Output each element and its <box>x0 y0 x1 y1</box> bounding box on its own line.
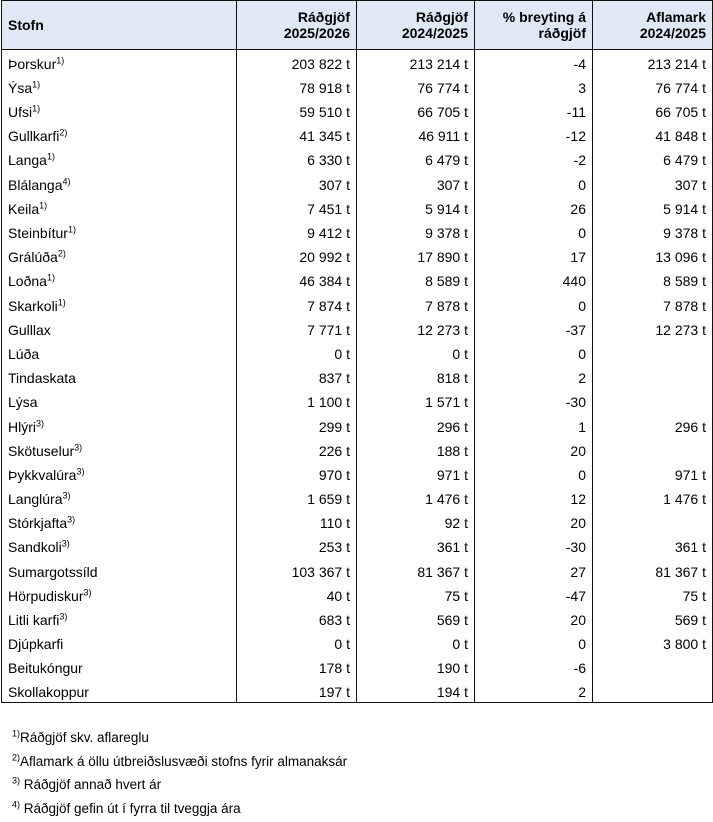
stock-name-cell <box>2 437 237 461</box>
pct-change-cell: -12 <box>475 122 593 146</box>
aflamark-cell: 41 848 t <box>593 122 713 146</box>
stock-name: Blálanga <box>8 177 63 193</box>
aflamark-cell <box>593 509 713 533</box>
stock-name: Sumargotssíld <box>8 564 97 580</box>
stock-name: Keila <box>8 201 39 217</box>
advice-2024-2025-cell: 81 367 t <box>357 557 475 581</box>
advice-2024-2025-cell: 361 t <box>357 533 475 557</box>
pct-change-cell: -6 <box>475 654 593 678</box>
advice-2024-2025-cell: 0 t <box>357 340 475 364</box>
header-radgjof-2025-2026: Ráðgjöf 2025/2026 <box>237 1 357 50</box>
advice-2024-2025-cell: 188 t <box>357 437 475 461</box>
footnote-marker: 3) <box>74 442 82 452</box>
stock-name-cell <box>2 340 237 364</box>
table-row <box>2 146 713 170</box>
pct-change-cell: 0 <box>475 170 593 194</box>
aflamark-cell <box>593 388 713 412</box>
table-row <box>2 340 713 364</box>
stock-name-cell <box>2 219 237 243</box>
stock-name-cell <box>2 485 237 509</box>
table-row <box>2 630 713 654</box>
table-row <box>2 509 713 533</box>
footnote <box>12 775 347 799</box>
stock-name-cell <box>2 654 237 678</box>
footnote <box>12 799 347 822</box>
aflamark-cell: 13 096 t <box>593 243 713 267</box>
aflamark-cell: 81 367 t <box>593 557 713 581</box>
advice-2025-2026-cell: 7 874 t <box>237 291 357 315</box>
header-pct-change: % breyting á ráðgjöf <box>475 1 593 50</box>
pct-change-cell: 440 <box>475 267 593 291</box>
advice-2024-2025-cell: 46 911 t <box>357 122 475 146</box>
stock-name: Þorskur <box>8 56 56 72</box>
footnote-marker: 3) <box>67 515 75 525</box>
footnote-marker: 1) <box>58 297 66 307</box>
advice-2025-2026-cell: 683 t <box>237 606 357 630</box>
advice-2024-2025-cell: 75 t <box>357 582 475 606</box>
stock-name-cell <box>2 170 237 194</box>
stock-name: Langa <box>8 152 47 168</box>
stock-name-cell <box>2 533 237 557</box>
table-row <box>2 606 713 630</box>
stock-name-cell <box>2 50 237 74</box>
pct-change-cell: -11 <box>475 98 593 122</box>
advice-2024-2025-cell: 0 t <box>357 630 475 654</box>
pct-change-cell: 2 <box>475 678 593 702</box>
pct-change-cell: 27 <box>475 557 593 581</box>
stock-name: Djúpkarfi <box>8 636 63 652</box>
aflamark-cell <box>593 340 713 364</box>
aflamark-cell: 569 t <box>593 606 713 630</box>
advice-2024-2025-cell: 818 t <box>357 364 475 388</box>
stock-name-cell <box>2 243 237 267</box>
advice-2024-2025-cell: 213 214 t <box>357 50 475 74</box>
aflamark-cell: 76 774 t <box>593 74 713 98</box>
advice-2024-2025-cell: 296 t <box>357 412 475 436</box>
advice-2025-2026-cell: 20 992 t <box>237 243 357 267</box>
advice-2025-2026-cell: 0 t <box>237 340 357 364</box>
aflamark-cell: 971 t <box>593 461 713 485</box>
aflamark-cell: 1 476 t <box>593 485 713 509</box>
stock-name-cell <box>2 195 237 219</box>
footnote-mark: 3) <box>12 776 20 786</box>
advice-2025-2026-cell: 59 510 t <box>237 98 357 122</box>
aflamark-cell: 75 t <box>593 582 713 606</box>
advice-2024-2025-cell: 7 878 t <box>357 291 475 315</box>
aflamark-cell: 307 t <box>593 170 713 194</box>
stock-name-cell <box>2 267 237 291</box>
advice-2025-2026-cell: 7 771 t <box>237 316 357 340</box>
stock-name: Stórkjafta <box>8 515 67 531</box>
advice-2025-2026-cell: 7 451 t <box>237 195 357 219</box>
stock-name: Tindaskata <box>8 370 76 386</box>
stock-name: Beitukóngur <box>8 660 83 676</box>
table-body <box>2 50 713 703</box>
footnote-marker: 3) <box>36 418 44 428</box>
advice-2025-2026-cell: 41 345 t <box>237 122 357 146</box>
footnote-marker: 1) <box>32 103 40 113</box>
footnote-text: Ráðgjöf gefin út í fyrra til tveggja ára <box>20 801 241 816</box>
advice-2025-2026-cell: 970 t <box>237 461 357 485</box>
stock-name-cell <box>2 630 237 654</box>
stock-name-cell <box>2 461 237 485</box>
table-row <box>2 412 713 436</box>
aflamark-cell: 8 589 t <box>593 267 713 291</box>
pct-change-cell: -47 <box>475 582 593 606</box>
advice-2024-2025-cell: 76 774 t <box>357 74 475 98</box>
advice-2025-2026-cell: 103 367 t <box>237 557 357 581</box>
advice-2024-2025-cell: 194 t <box>357 678 475 702</box>
footnote-marker: 1) <box>56 55 64 65</box>
aflamark-cell <box>593 654 713 678</box>
aflamark-cell: 361 t <box>593 533 713 557</box>
aflamark-cell: 66 705 t <box>593 98 713 122</box>
advice-2024-2025-cell: 17 890 t <box>357 243 475 267</box>
advice-2025-2026-cell: 78 918 t <box>237 74 357 98</box>
footnote-mark: 4) <box>12 799 20 809</box>
advice-2025-2026-cell: 203 822 t <box>237 50 357 74</box>
pct-change-cell: 20 <box>475 509 593 533</box>
table-row <box>2 243 713 267</box>
stock-name-cell <box>2 98 237 122</box>
footnote-marker: 3) <box>76 466 84 476</box>
stock-name: Gulllax <box>8 322 51 338</box>
table-row <box>2 98 713 122</box>
stock-name-cell <box>2 509 237 533</box>
pct-change-cell: -30 <box>475 533 593 557</box>
pct-change-cell: 0 <box>475 461 593 485</box>
table-row <box>2 533 713 557</box>
table-row <box>2 74 713 98</box>
footnote-marker: 3) <box>62 539 70 549</box>
stock-name-cell <box>2 412 237 436</box>
advice-2024-2025-cell: 1 571 t <box>357 388 475 412</box>
header-stofn: Stofn <box>2 1 237 50</box>
footnote-marker: 4) <box>63 176 71 186</box>
pct-change-cell: -4 <box>475 50 593 74</box>
stock-name: Loðna <box>8 273 47 289</box>
aflamark-cell: 6 479 t <box>593 146 713 170</box>
pct-change-cell: 0 <box>475 291 593 315</box>
footnote-marker: 2) <box>59 128 67 138</box>
advice-2025-2026-cell: 1 100 t <box>237 388 357 412</box>
pct-change-cell: 1 <box>475 412 593 436</box>
aflamark-cell: 3 800 t <box>593 630 713 654</box>
footnote-marker: 1) <box>47 152 55 162</box>
advice-2024-2025-cell: 9 378 t <box>357 219 475 243</box>
stock-name-cell <box>2 606 237 630</box>
aflamark-cell: 7 878 t <box>593 291 713 315</box>
table-row <box>2 291 713 315</box>
advice-2024-2025-cell: 12 273 t <box>357 316 475 340</box>
aflamark-cell: 12 273 t <box>593 316 713 340</box>
advice-2024-2025-cell: 971 t <box>357 461 475 485</box>
advice-2024-2025-cell: 1 476 t <box>357 485 475 509</box>
table-row <box>2 557 713 581</box>
stock-name-cell <box>2 582 237 606</box>
stock-name-cell <box>2 364 237 388</box>
advice-2024-2025-cell: 5 914 t <box>357 195 475 219</box>
aflamark-cell: 9 378 t <box>593 219 713 243</box>
footnote-marker: 1) <box>32 79 40 89</box>
table-row <box>2 388 713 412</box>
pct-change-cell: 2 <box>475 364 593 388</box>
stock-name: Lýsa <box>8 394 38 410</box>
stock-name: Skollakoppur <box>8 684 89 700</box>
advice-2024-2025-cell: 190 t <box>357 654 475 678</box>
advice-2025-2026-cell: 1 659 t <box>237 485 357 509</box>
advice-2025-2026-cell: 253 t <box>237 533 357 557</box>
stock-name-cell <box>2 557 237 581</box>
pct-change-cell: 20 <box>475 437 593 461</box>
aflamark-cell: 213 214 t <box>593 50 713 74</box>
table-row <box>2 437 713 461</box>
table-row <box>2 316 713 340</box>
header-radgjof-2024-2025: Ráðgjöf 2024/2025 <box>357 1 475 50</box>
advice-2024-2025-cell: 8 589 t <box>357 267 475 291</box>
stock-name-cell <box>2 146 237 170</box>
pct-change-cell: -2 <box>475 146 593 170</box>
advice-2025-2026-cell: 307 t <box>237 170 357 194</box>
stock-name: Grálúða <box>8 249 58 265</box>
stock-name: Hörpudiskur <box>8 588 83 604</box>
advice-2025-2026-cell: 40 t <box>237 582 357 606</box>
aflamark-cell: 296 t <box>593 412 713 436</box>
table-row <box>2 170 713 194</box>
aflamark-cell <box>593 678 713 702</box>
table-row <box>2 122 713 146</box>
table-row <box>2 485 713 509</box>
table-row <box>2 267 713 291</box>
footnote-marker: 2) <box>58 249 66 259</box>
table-row <box>2 50 713 74</box>
stock-name: Skarkoli <box>8 298 58 314</box>
footnote-text: Aflamark á öllu útbreiðslusvæði stofns fyrir almanaksár <box>20 754 347 769</box>
advice-2024-2025-cell: 307 t <box>357 170 475 194</box>
stock-name: Skötuselur <box>8 443 74 459</box>
footnote-text: Ráðgjöf skv. aflareglu <box>20 730 149 745</box>
header-aflamark-2024-2025: Aflamark 2024/2025 <box>593 1 713 50</box>
stock-name: Þykkvalúra <box>8 467 76 483</box>
advice-2025-2026-cell: 46 384 t <box>237 267 357 291</box>
pct-change-cell: 3 <box>475 74 593 98</box>
advice-2024-2025-cell: 66 705 t <box>357 98 475 122</box>
stock-name: Langlúra <box>8 491 63 507</box>
pct-change-cell: 0 <box>475 340 593 364</box>
pct-change-cell: 0 <box>475 219 593 243</box>
table-row <box>2 461 713 485</box>
stock-name: Ufsi <box>8 104 32 120</box>
stock-name-cell <box>2 678 237 702</box>
advice-2025-2026-cell: 6 330 t <box>237 146 357 170</box>
footnote-marker: 3) <box>83 587 91 597</box>
advice-2024-2025-cell: 6 479 t <box>357 146 475 170</box>
stock-name-cell <box>2 388 237 412</box>
aflamark-cell <box>593 364 713 388</box>
stock-name: Lúða <box>8 346 39 362</box>
advice-2025-2026-cell: 837 t <box>237 364 357 388</box>
footnote-marker: 1) <box>39 200 47 210</box>
stock-name-cell <box>2 291 237 315</box>
advice-2025-2026-cell: 110 t <box>237 509 357 533</box>
footnote-marker: 1) <box>68 224 76 234</box>
pct-change-cell: 26 <box>475 195 593 219</box>
table-row <box>2 195 713 219</box>
stock-name-cell <box>2 122 237 146</box>
footnote-text: Ráðgjöf annað hvert ár <box>20 777 161 792</box>
stock-name: Hlýri <box>8 419 36 435</box>
advice-2025-2026-cell: 0 t <box>237 630 357 654</box>
footnote <box>12 728 347 752</box>
advice-2025-2026-cell: 178 t <box>237 654 357 678</box>
header-row <box>2 1 713 50</box>
advice-2025-2026-cell: 197 t <box>237 678 357 702</box>
table-row <box>2 364 713 388</box>
table-row <box>2 582 713 606</box>
table-row <box>2 678 713 702</box>
stock-name: Ýsa <box>8 80 32 96</box>
footnotes <box>12 728 347 822</box>
pct-change-cell: -30 <box>475 388 593 412</box>
stock-name-cell <box>2 316 237 340</box>
table-row <box>2 654 713 678</box>
stock-name: Gullkarfi <box>8 128 59 144</box>
pct-change-cell: -37 <box>475 316 593 340</box>
advice-2025-2026-cell: 226 t <box>237 437 357 461</box>
aflamark-cell <box>593 437 713 461</box>
advice-2024-2025-cell: 569 t <box>357 606 475 630</box>
aflamark-cell: 5 914 t <box>593 195 713 219</box>
footnote-mark: 2) <box>12 752 20 762</box>
stock-name: Litli karfi <box>8 612 59 628</box>
pct-change-cell: 17 <box>475 243 593 267</box>
footnote-marker: 3) <box>63 490 71 500</box>
advice-2024-2025-cell: 92 t <box>357 509 475 533</box>
stock-name: Steinbítur <box>8 225 68 241</box>
footnote <box>12 752 347 776</box>
footnote-marker: 1) <box>47 273 55 283</box>
pct-change-cell: 0 <box>475 630 593 654</box>
table-row <box>2 219 713 243</box>
advice-2025-2026-cell: 9 412 t <box>237 219 357 243</box>
pct-change-cell: 12 <box>475 485 593 509</box>
pct-change-cell: 20 <box>475 606 593 630</box>
footnote-mark: 1) <box>12 729 20 739</box>
footnote-marker: 3) <box>59 611 67 621</box>
stock-name-cell <box>2 74 237 98</box>
advice-table <box>1 0 713 703</box>
advice-2025-2026-cell: 299 t <box>237 412 357 436</box>
stock-name: Sandkoli <box>8 539 62 555</box>
